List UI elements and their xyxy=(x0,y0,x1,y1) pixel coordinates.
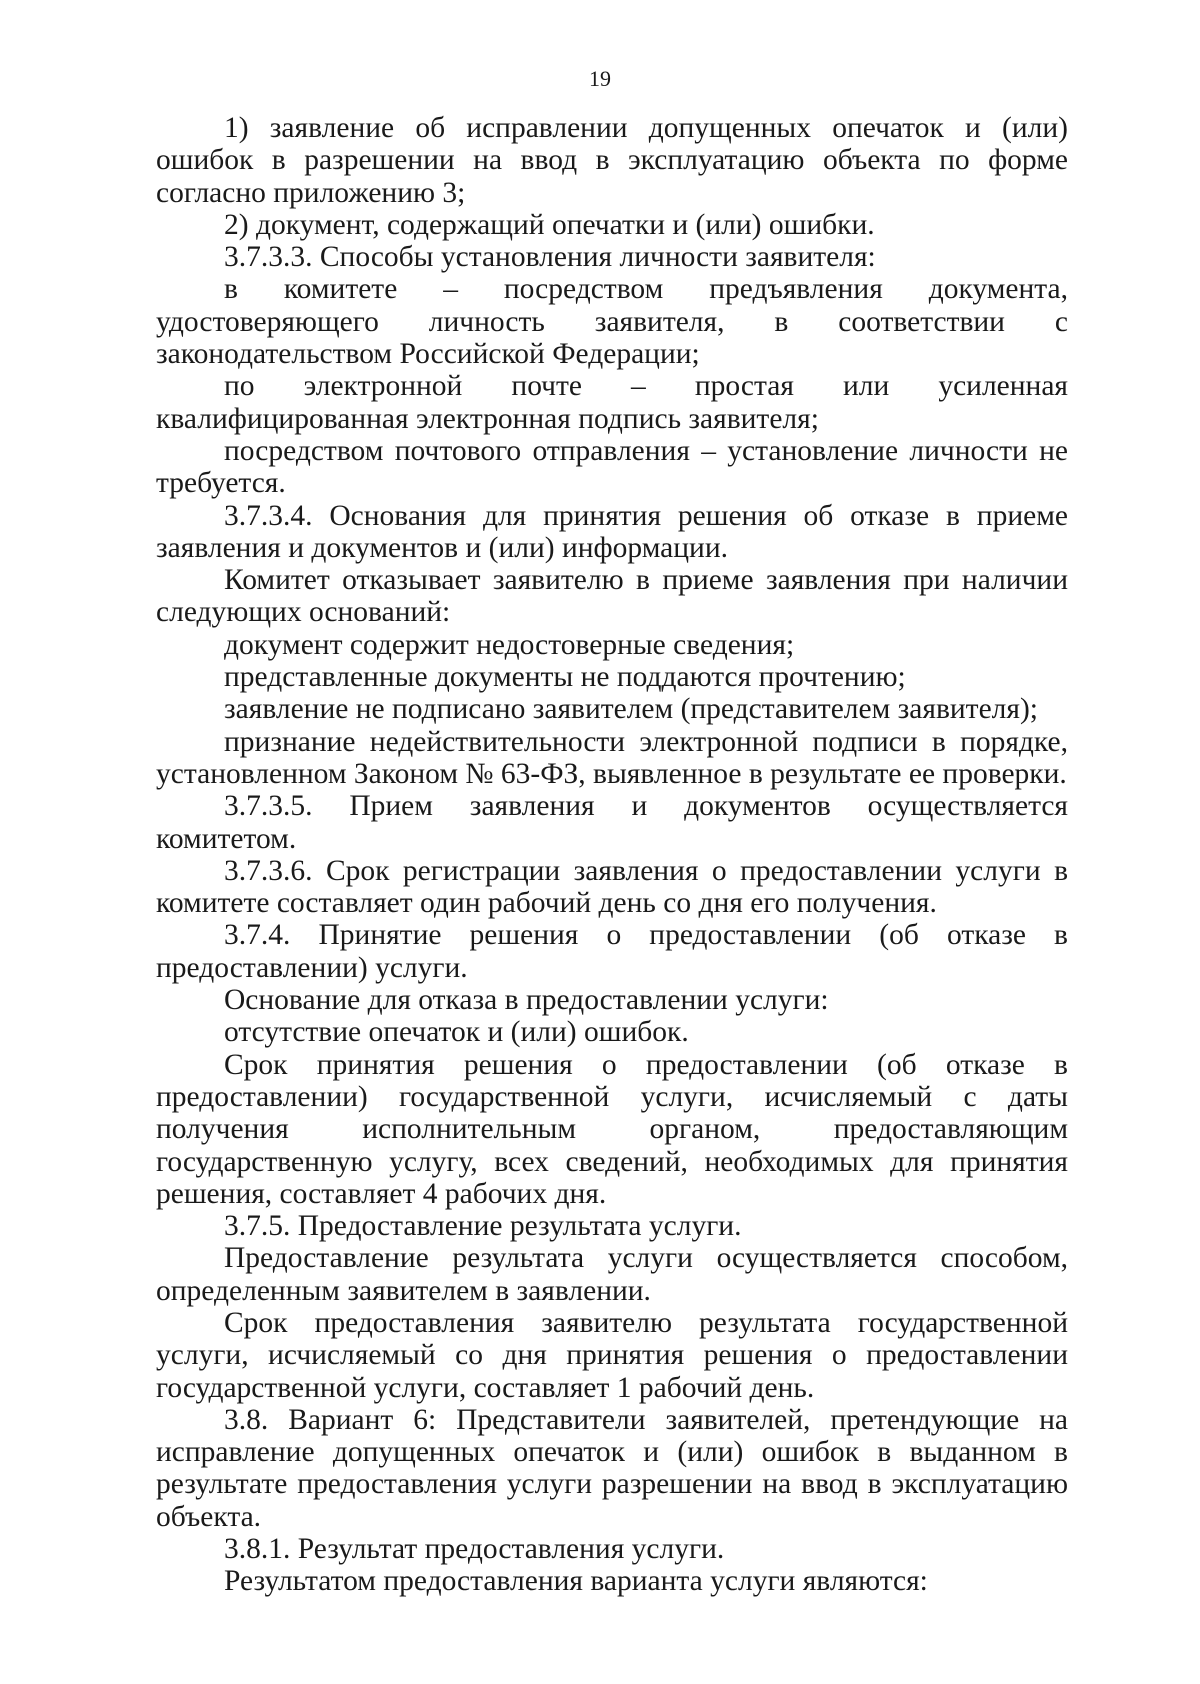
paragraph: посредством почтового отправления – установление личности не требуется. xyxy=(156,434,1068,500)
paragraph: по электронной почте – простая или усиленная квалифицированная электронная подпись заявителя; xyxy=(156,370,1068,435)
paragraph: в комитете – посредством предъявления документа, удостоверяющего личность заявителя, в соответствии с законодательством Российской Федерации; xyxy=(156,273,1068,371)
paragraph: 3.7.3.3. Способы установления личности заявителя: xyxy=(224,241,876,274)
paragraph: 3.8.1. Результат предоставления услуги. xyxy=(224,1533,725,1566)
paragraph: Результатом предоставления варианта услуги являются: xyxy=(224,1565,928,1598)
paragraph: документ содержит недостоверные сведения; xyxy=(224,628,795,661)
paragraph: 2) документ, содержащий опечатки и (или) ошибки. xyxy=(224,208,875,241)
page-number: 19 xyxy=(589,66,611,91)
paragraph: представленные документы не поддаются прочтению; xyxy=(224,661,906,694)
paragraph: 3.7.4. Принятие решения о предоставлении (об отказе в предоставлении) услуги. xyxy=(156,919,1068,984)
paragraph: Срок принятия решения о предоставлении (об отказе в предоставлении) государственной услуги, исчисляемый с даты получения исполнительным органом, предоставляющим государственную услугу, всех сведений, необходимых для принятия решения, составляет 4 рабочих дня. xyxy=(156,1048,1068,1210)
paragraph: Срок предоставления заявителю результата государственной услуги, исчисляемый со дня принятия решения о предоставлении государственной услуги, составляет 1 рабочий день. xyxy=(156,1306,1068,1404)
paragraph: отсутствие опечаток и (или) ошибок. xyxy=(224,1016,689,1049)
paragraph: 3.8. Вариант 6: Представители заявителей, претендующие на исправление допущенных опечаток и (или) ошибок в выданном в результате предоставления услуги разрешении на ввод в эксплуатацию объекта. xyxy=(156,1403,1068,1533)
paragraph: 3.7.5. Предоставление результата услуги. xyxy=(224,1210,742,1243)
paragraph: Основание для отказа в предоставлении услуги: xyxy=(224,984,829,1017)
paragraph: заявление не подписано заявителем (представителем заявителя); xyxy=(224,693,1038,726)
paragraph: 1) заявление об исправлении допущенных опечаток и (или) ошибок в разрешении на ввод в эксплуатацию объекта по форме согласно приложению 3; xyxy=(156,112,1068,209)
paragraph: Предоставление результата услуги осуществляется способом, определенным заявителем в заявлении. xyxy=(156,1242,1068,1307)
paragraph: 3.7.3.6. Срок регистрации заявления о предоставлении услуги в комитете составляет один рабочий день со дня его получения. xyxy=(156,854,1068,920)
document-body xyxy=(156,112,1068,1598)
paragraph: 3.7.3.5. Прием заявления и документов осуществляется комитетом. xyxy=(156,790,1068,855)
paragraph: Комитет отказывает заявителю в приеме заявления при наличии следующих оснований: xyxy=(156,564,1068,629)
paragraph: 3.7.3.4. Основания для принятия решения об отказе в приеме заявления и документов и (или) информации. xyxy=(156,499,1068,564)
paragraph: признание недействительности электронной подписи в порядке, установленном Законом № 63-ФЗ, выявленное в результате ее проверки. xyxy=(156,725,1068,790)
